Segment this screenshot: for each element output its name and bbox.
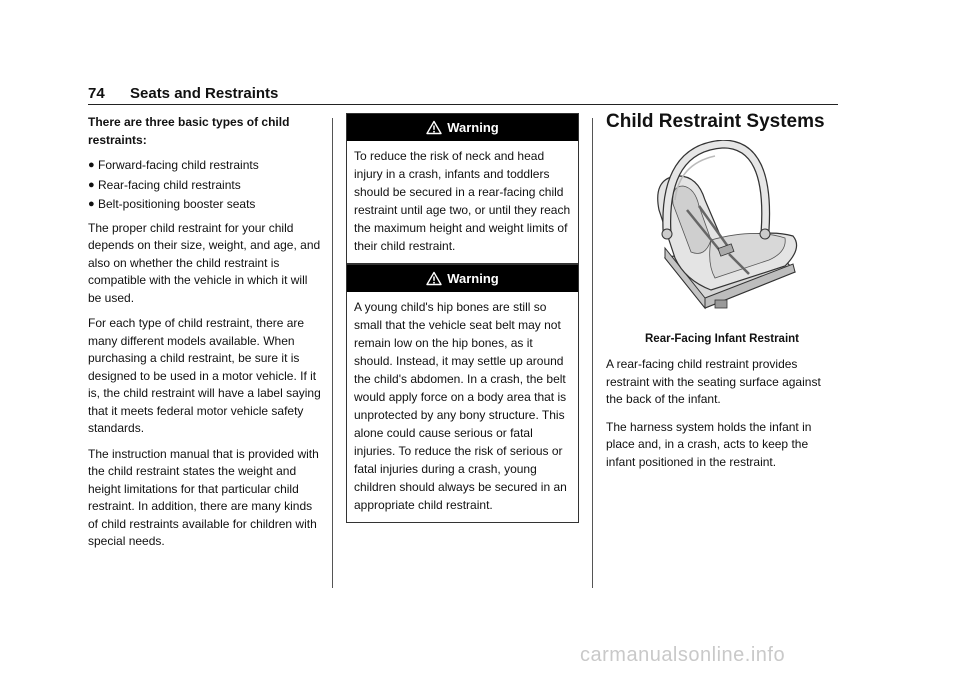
paragraph: The harness system holds the infant in place and, in a crash, acts to keep the infant positioned in the restraint.	[606, 419, 812, 469]
column-divider-right	[592, 118, 593, 588]
figure-caption: Rear-Facing Infant Restraint	[645, 333, 799, 345]
right-column-text	[606, 356, 840, 481]
warning-icon	[426, 120, 442, 135]
section-title: Seats and Restraints	[130, 85, 279, 102]
bullet-icon: ●	[88, 198, 95, 210]
paragraph: For each type of child restraint, there are many different models available. When purchasing a child restraint, be sure it is designed to be used in a motor vehicle. If it is, the child restraint will have a label saying that it meets federal motor vehicle safety standards.	[88, 316, 321, 435]
warning-box	[346, 264, 579, 523]
column-divider-left	[332, 118, 333, 588]
paragraph: The proper child restraint for your child depends on their size, weight, and age, and also on whether the child restraint is compatible with the vehicle in which it will be used.	[88, 220, 321, 305]
page-number: 74	[88, 85, 105, 102]
warning-icon	[426, 271, 442, 286]
list-item: ● Forward-facing child restraints	[88, 157, 322, 175]
list-item: ● Belt-positioning booster seats	[88, 196, 322, 214]
paragraph: The instruction manual that is provided with the child restraint states the weight and height limitations for that particular child restraint. In addition, there are many kinds of child restraints available for children with special needs.	[88, 446, 319, 548]
warning-title: Warning	[447, 270, 499, 286]
warning-header	[347, 265, 578, 292]
warning-text: A young child's hip bones are still so small that the vehicle seat belt may not remain low on the hip bones, as it should. Instead, it may settle up around the child's abdomen. In a crash, the belt would apply force on a body area that is unprotected by any bony structure. This alone could cause serious or fatal injuries. To reduce the risk of serious or fatal injuries during a crash, young children should always be secured in an appropriate child restraint.	[354, 300, 567, 512]
bullet-icon: ●	[88, 159, 95, 171]
left-column	[88, 114, 322, 559]
page-header	[88, 82, 838, 105]
watermark: carmanualsonline.info	[580, 644, 786, 666]
infant-seat-illustration	[645, 140, 805, 312]
section-heading: Child Restraint Systems	[606, 111, 825, 132]
bullet-icon: ●	[88, 178, 95, 191]
intro-text: There are three basic types of child restraints:	[88, 115, 290, 147]
warning-title: Warning	[447, 119, 499, 135]
warning-header	[347, 114, 578, 141]
list-item: ● Rear-facing child restraints	[88, 177, 322, 195]
paragraph: A rear-facing child restraint provides restraint with the seating surface against the back of the infant.	[606, 357, 821, 406]
warning-text: To reduce the risk of neck and head injury in a crash, infants and toddlers should be secured in a rear-facing child restraint until age two, or until they reach the maximum height and weight limits of their child restraint.	[354, 149, 571, 253]
warning-box	[346, 113, 579, 264]
restraint-types-list	[88, 157, 322, 214]
